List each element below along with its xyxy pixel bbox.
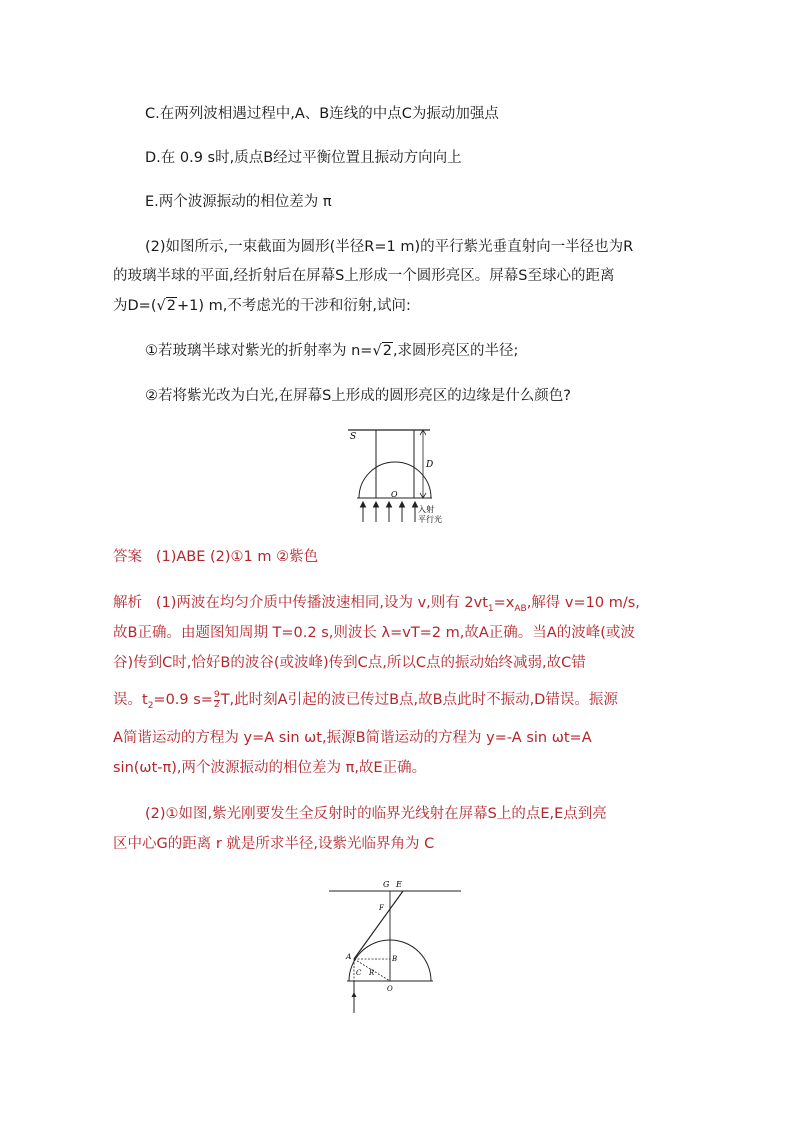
fig2-label-e: E <box>396 880 402 889</box>
fig1-label-in1: 入射 <box>418 505 434 514</box>
q2-line-2: 的玻璃半球的平面,经折射后在屏幕S上形成一个圆形亮区。屏幕S至球心的距离 <box>113 268 615 284</box>
fig2-label-g: G <box>383 880 390 889</box>
option-c: C.在两列波相遇过程中,A、B连线的中点C为振动加强点 <box>145 106 499 122</box>
frac-num: 9 <box>213 689 220 700</box>
sub-1: 1 <box>487 604 494 614</box>
analysis-line-5: A简谐运动的方程为 y=A sin ωt,振源B简谐运动的方程为 y=-A sin ωt=A <box>113 730 592 746</box>
analysis-line-3: 谷)传到C时,恰好B的波谷(或波峰)传到C点,所以C点的振动始终减弱,故C错 <box>113 655 586 671</box>
fig2-label-b: B <box>392 955 398 963</box>
figure-critical-ray <box>325 877 465 1021</box>
q2-line-1: (2)如图所示,一束截面为圆形(半径R=1 m)的平行紫光垂直射向一半径也为R <box>145 239 634 255</box>
sqrt-symbol: √ <box>156 298 166 314</box>
sqrt-symbol: √ <box>372 343 382 359</box>
fig2-label-c: C <box>356 969 362 977</box>
fraction-9-2 <box>214 691 220 710</box>
analysis-label: 解析 <box>113 595 142 611</box>
analysis-l4-b: =0.9 s= <box>153 692 213 708</box>
q2-line-3-b: +1) m,不考虑光的干涉和衍射,试问: <box>176 298 411 314</box>
analysis-line-2: 故B正确。由题图知周期 T=0.2 s,则波长 λ=vT=2 m,故A正确。当A的波峰(或波 <box>113 625 635 641</box>
fig1-label-o: O <box>391 490 398 499</box>
fig2-label-f: F <box>379 904 384 912</box>
radicand: 2 <box>166 298 176 314</box>
sub-2: 2 <box>147 701 154 711</box>
analysis-p2-line-2: 区中心G的距离 r 就是所求半径,设紫光临界角为 C <box>113 836 435 852</box>
fig1-label-s: S <box>350 432 357 442</box>
frac-den: 2 <box>213 699 220 710</box>
analysis-l1-b: =x <box>493 595 515 611</box>
q2-line-3 <box>113 296 411 316</box>
figure-1-svg <box>340 424 460 528</box>
option-d: D.在 0.9 s时,质点B经过平衡位置且振动方向向上 <box>145 150 462 166</box>
q2-line-3-a: 为D=( <box>113 298 157 314</box>
figure-2-svg <box>325 877 465 1017</box>
analysis-l1-c: ,解得 v=10 m/s, <box>526 595 640 611</box>
fig2-label-r: R <box>369 969 375 977</box>
fig1-label-in2: 平行光 <box>418 515 442 524</box>
radicand: 2 <box>382 343 392 359</box>
q2-sub-1-b: ,求圆形亮区的半径; <box>392 343 519 359</box>
sub-ab: AB <box>514 604 527 614</box>
q2-sub-1-a: ①若玻璃半球对紫光的折射率为 n= <box>145 343 373 359</box>
answer-line <box>113 547 318 567</box>
fig2-label-a: A <box>346 952 352 961</box>
answer-text: (1)ABE (2)①1 m ②紫色 <box>155 549 319 565</box>
figure-hemisphere-screen <box>340 424 460 532</box>
option-e: E.两个波源振动的相位差为 π <box>145 194 332 210</box>
analysis-line-4 <box>113 690 618 712</box>
q2-sub-2: ②若将紫光改为白光,在屏幕S上形成的圆形亮区的边缘是什么颜色? <box>145 388 572 404</box>
q2-sub-1 <box>145 341 518 361</box>
analysis-l4-c: T,此时刻A引起的波已传过B点,故B点此时不振动,D错误。振源 <box>220 692 618 708</box>
fig1-label-d: D <box>426 460 434 470</box>
analysis-line-6: sin(ωt-π),两个波源振动的相位差为 π,故E正确。 <box>113 760 427 776</box>
analysis-l4-a: 误。t <box>113 692 148 708</box>
analysis-line-1 <box>113 593 640 615</box>
fig2-label-o: O <box>387 985 393 993</box>
analysis-p2-line-1: (2)①如图,紫光刚要发生全反射时的临界光线射在屏幕S上的点E,E点到亮 <box>145 806 607 822</box>
answer-label: 答案 <box>113 549 142 565</box>
analysis-l1-a: (1)两波在均匀介质中传播波速相同,设为 v,则有 2vt <box>155 595 488 611</box>
